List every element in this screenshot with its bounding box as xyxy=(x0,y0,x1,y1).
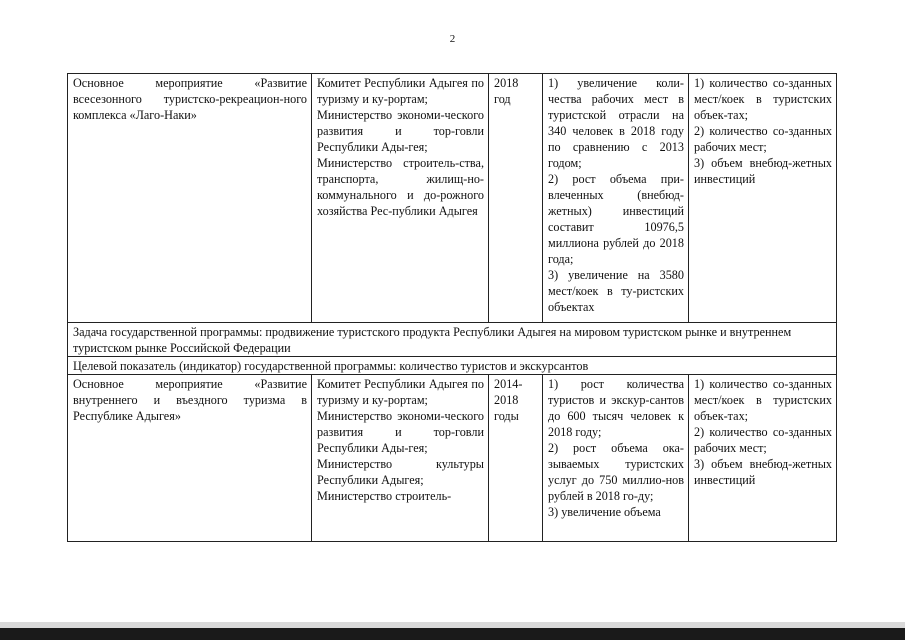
period-cell: 2018 год xyxy=(489,74,543,323)
results-cell: 1) рост количества туристов и экскур-сантов до 600 тысяч человек к 2018 году; 2) рост объема ока-зываемых туристских услуг до 750 миллио-нов рублей в 2018 го-ду; 3) увеличение объема xyxy=(543,375,689,542)
indicator-row xyxy=(68,357,837,375)
table-row xyxy=(68,375,837,542)
activity-cell: Основное мероприятие «Развитие всесезонного туристско-рекреацион-ного комплекса «Лаго-Наки» xyxy=(68,74,312,323)
page-number: 2 xyxy=(449,33,456,45)
indicators-cell: 1) количество со-зданных мест/коек в туристских объек-тах; 2) количество со-зданных рабочих мест; 3) объем внебюд-жетных инвестиций xyxy=(689,74,837,323)
executor-cell: Комитет Республики Адыгея по туризму и ку-рортам; Министерство экономи-ческого развития и тор-говли Республики Ады-гея; Министерство строитель-ства, транспорта, жилищ-но-коммунального и до-рожного хозяйства Рес-публики Адыгея xyxy=(312,74,489,323)
scan-edge-bar xyxy=(0,628,905,640)
activity-cell: Основное мероприятие «Развитие внутреннего и въездного туризма в Республике Адыгея» xyxy=(68,375,312,542)
results-cell: 1) увеличение коли-чества рабочих мест в туристской отрасли на 340 человек в 2018 году по сравнению с 2013 годом; 2) рост объема при-влеченных (внебюд-жетных) инвестиций составит 10976,5 миллиона рублей до 2018 года; 3) увеличение на 3580 мест/коек в ту-ристских объектах xyxy=(543,74,689,323)
indicator-text: Целевой показатель (индикатор) государственной программы: количество туристов и экскурсантов xyxy=(68,357,837,375)
table-row xyxy=(68,74,837,323)
period-cell: 2014-2018 годы xyxy=(489,375,543,542)
task-text: Задача государственной программы: продвижение туристского продукта Республики Адыгея на мировом туристском рынке и внутреннем туристском рынке Российской Федерации xyxy=(68,323,837,357)
program-table xyxy=(67,73,837,542)
indicators-cell: 1) количество со-зданных мест/коек в туристских объек-тах; 2) количество со-зданных рабочих мест; 3) объем внебюд-жетных инвестиций xyxy=(689,375,837,542)
task-row xyxy=(68,323,837,357)
executor-cell: Комитет Республики Адыгея по туризму и ку-рортам; Министерство экономи-ческого развития и тор-говли Республики Ады-гея; Министерство культуры Республики Адыгея; Министерство строитель- xyxy=(312,375,489,542)
